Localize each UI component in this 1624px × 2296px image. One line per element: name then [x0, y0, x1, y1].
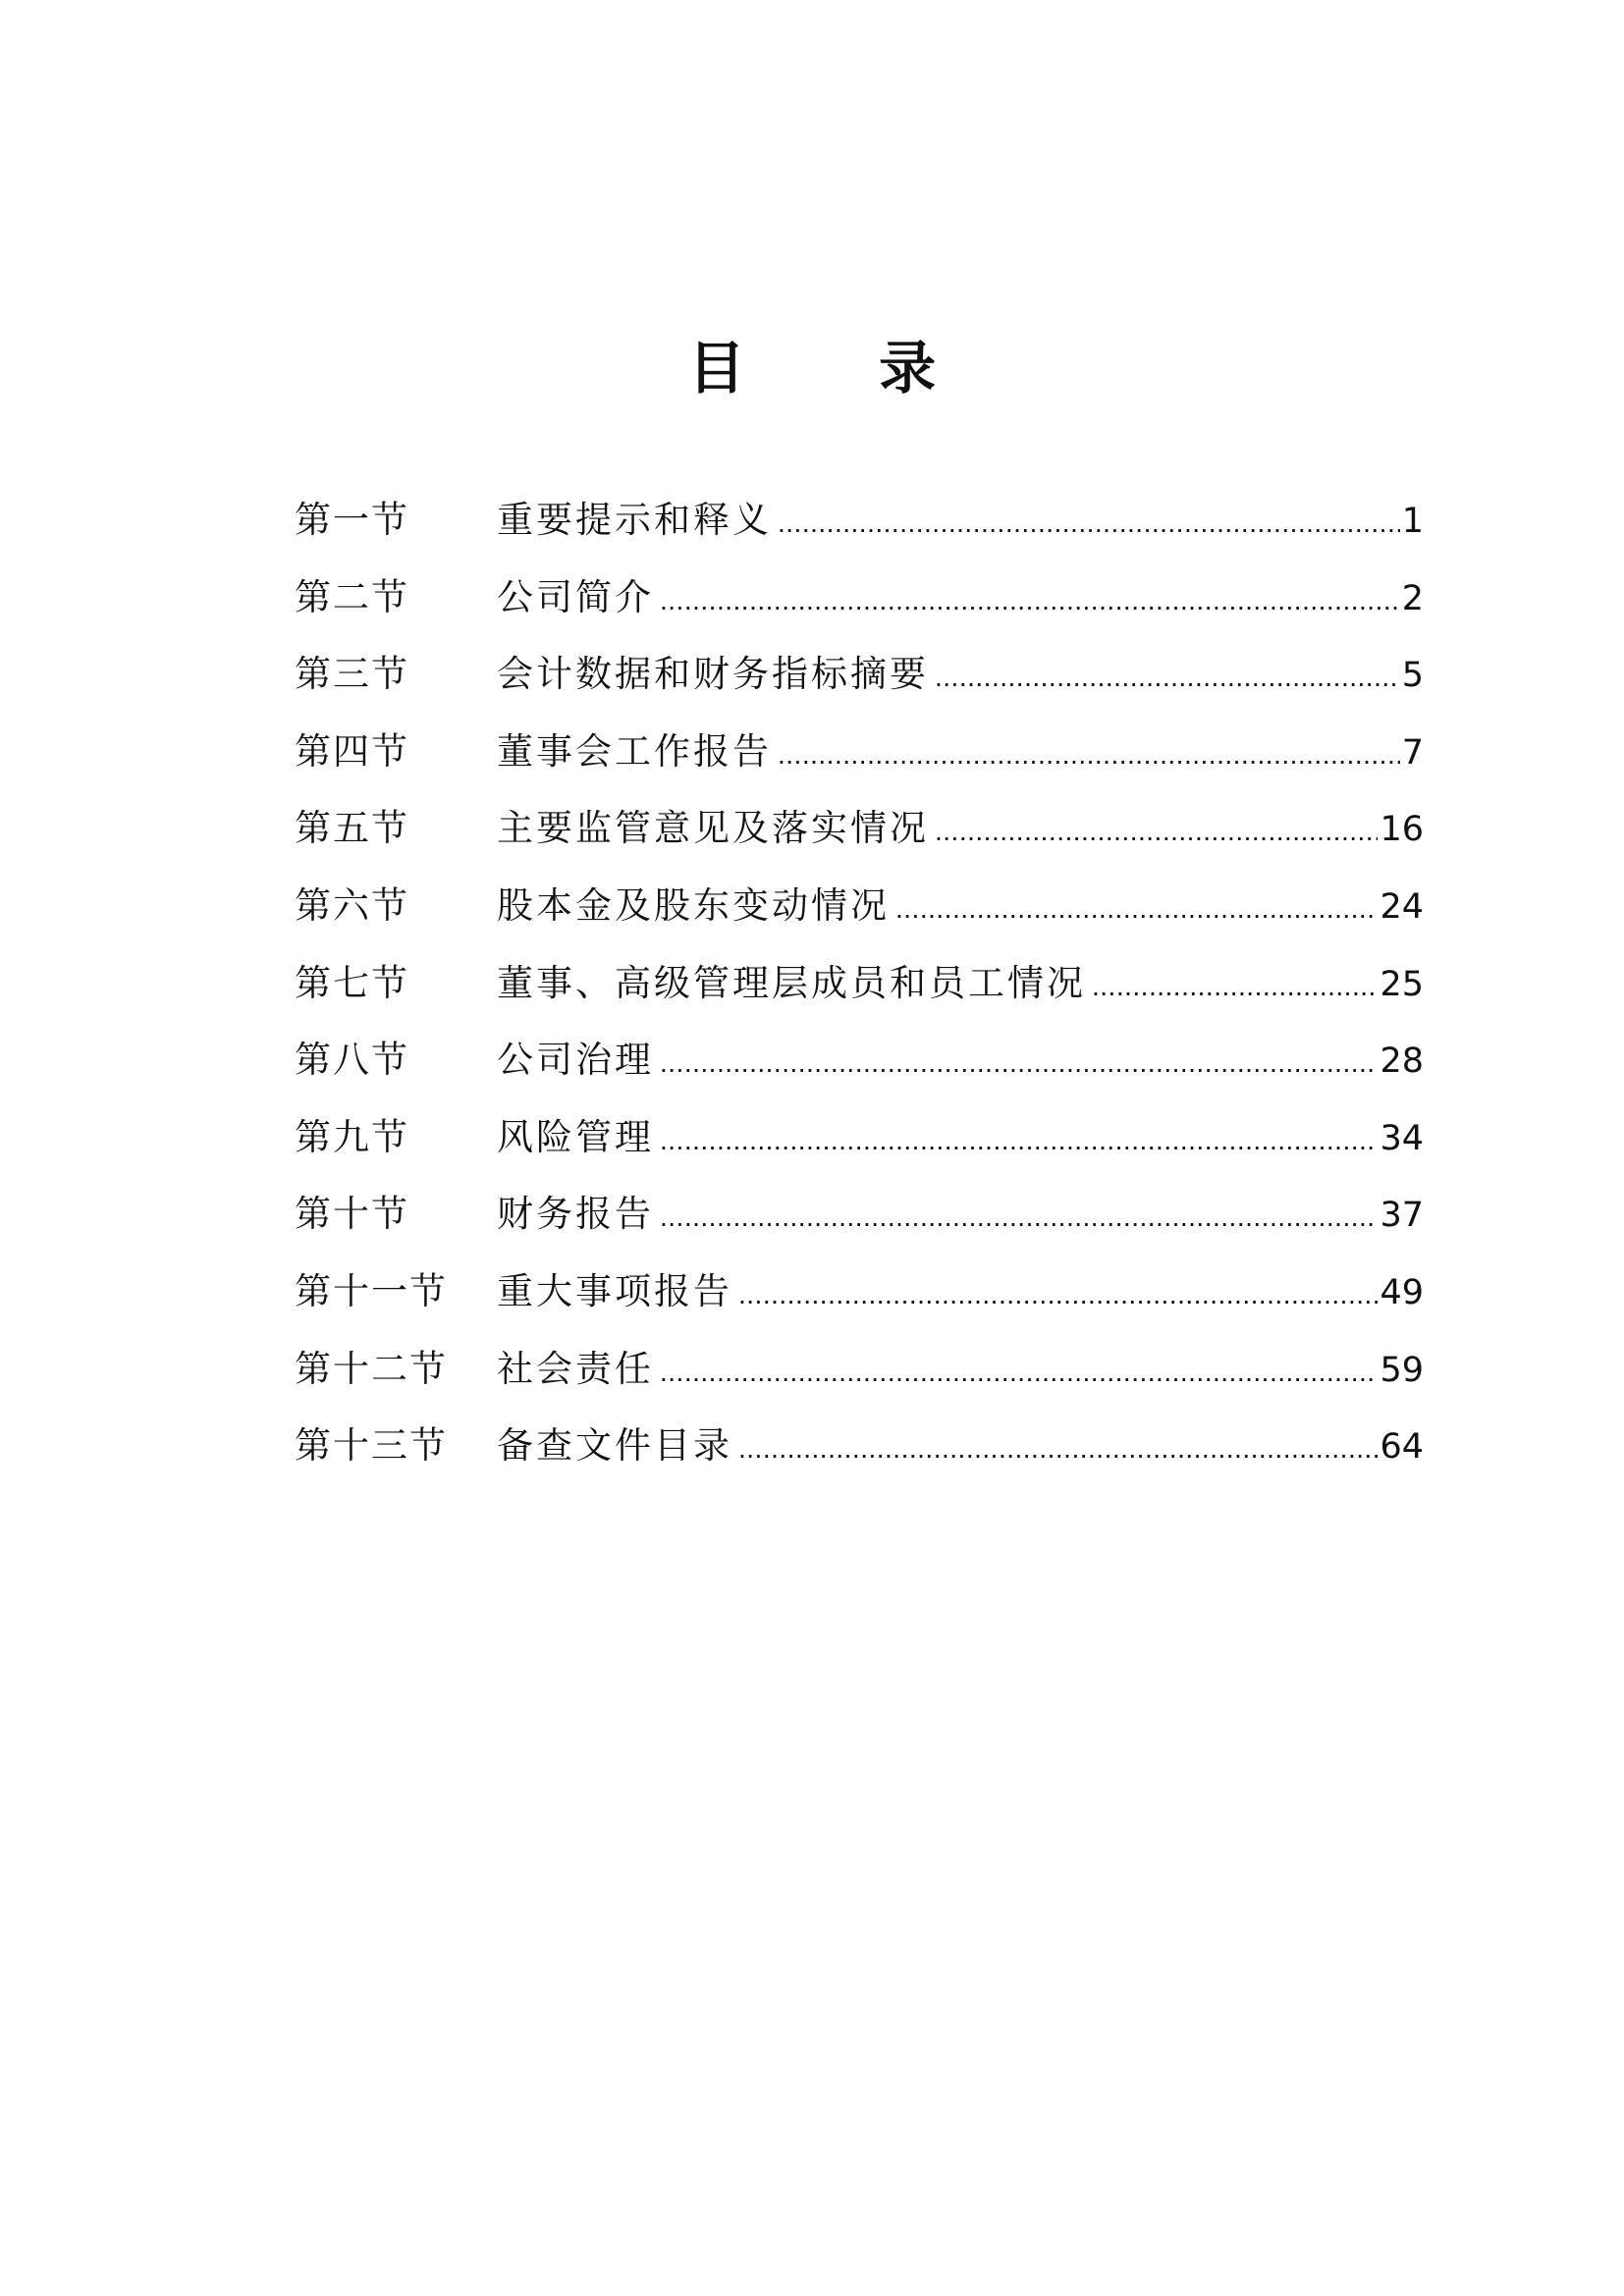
toc-dot-leader	[1092, 957, 1378, 1016]
toc-entry-1[interactable]	[295, 491, 1424, 568]
toc-entry-6[interactable]	[295, 877, 1424, 954]
toc-dot-leader	[738, 1419, 1378, 1478]
toc-entry-8[interactable]	[295, 1031, 1424, 1108]
toc-section-number: 第十一节	[295, 1269, 448, 1312]
toc-page-number: 64	[1380, 1427, 1424, 1468]
toc-section-number: 第三节	[295, 653, 409, 696]
toc-entry-11[interactable]	[295, 1262, 1424, 1340]
toc-section-title: 重大事项报告	[497, 1269, 732, 1312]
toc-entry-7[interactable]	[295, 954, 1424, 1032]
toc-entry-2[interactable]	[295, 568, 1424, 646]
toc-dot-leader	[660, 1034, 1378, 1093]
toc-page-number: 7	[1401, 732, 1424, 773]
toc-entry-4[interactable]	[295, 722, 1424, 800]
toc-dot-leader	[895, 880, 1378, 938]
toc-dot-leader	[935, 648, 1400, 707]
toc-section-number: 第十三节	[295, 1424, 448, 1468]
toc-section-title: 股本金及股东变动情况	[497, 883, 890, 927]
toc-entry-3[interactable]	[295, 645, 1424, 722]
toc-page-number: 28	[1380, 1041, 1424, 1082]
toc-entry-9[interactable]	[295, 1108, 1424, 1186]
toc-section-title: 公司治理	[497, 1039, 654, 1082]
toc-page-number: 37	[1380, 1196, 1424, 1236]
toc-section-title: 董事会工作报告	[497, 729, 772, 773]
toc-dot-leader	[935, 802, 1378, 861]
toc-dot-leader	[660, 571, 1400, 630]
toc-entry-12[interactable]	[295, 1340, 1424, 1417]
toc-section-title: 主要监管意见及落实情况	[497, 807, 929, 850]
toc-section-title: 董事、高级管理层成员和员工情况	[497, 961, 1086, 1004]
toc-section-number: 第九节	[295, 1115, 409, 1158]
toc-page-number: 25	[1380, 964, 1424, 1004]
toc-section-number: 第二节	[295, 575, 409, 618]
toc-section-title: 会计数据和财务指标摘要	[497, 653, 929, 696]
table-of-contents	[295, 491, 1424, 1494]
toc-section-title: 重要提示和释义	[497, 499, 772, 541]
toc-page-number: 59	[1380, 1350, 1424, 1390]
toc-page-number: 16	[1380, 810, 1424, 850]
toc-section-title: 财务报告	[497, 1193, 654, 1236]
toc-section-title: 风险管理	[497, 1115, 654, 1158]
toc-page-number: 1	[1401, 502, 1424, 541]
toc-dot-leader	[778, 494, 1400, 553]
toc-entry-10[interactable]	[295, 1185, 1424, 1262]
toc-entry-5[interactable]	[295, 799, 1424, 877]
toc-section-number: 第四节	[295, 729, 409, 773]
toc-page-number: 24	[1380, 886, 1424, 927]
toc-section-title: 社会责任	[497, 1347, 654, 1390]
toc-dot-leader	[660, 1111, 1378, 1170]
toc-entry-13[interactable]	[295, 1416, 1424, 1494]
toc-section-number: 第八节	[295, 1039, 409, 1082]
toc-section-number: 第一节	[295, 499, 409, 541]
toc-section-number: 第七节	[295, 961, 409, 1004]
toc-page-number: 49	[1380, 1272, 1424, 1312]
toc-section-title: 备查文件目录	[497, 1424, 732, 1468]
toc-page-number: 5	[1401, 656, 1424, 696]
toc-page-number: 34	[1380, 1118, 1424, 1158]
toc-section-number: 第十二节	[295, 1347, 448, 1390]
toc-section-number: 第六节	[295, 883, 409, 927]
toc-dot-leader	[778, 725, 1400, 784]
toc-dot-leader	[660, 1343, 1378, 1402]
toc-dot-leader	[738, 1265, 1378, 1324]
page-title: 目 录	[687, 335, 994, 401]
toc-page-number: 2	[1401, 578, 1424, 618]
toc-section-number: 第十节	[295, 1193, 409, 1236]
toc-dot-leader	[660, 1188, 1378, 1247]
toc-section-number: 第五节	[295, 807, 409, 850]
toc-section-title: 公司简介	[497, 575, 654, 618]
